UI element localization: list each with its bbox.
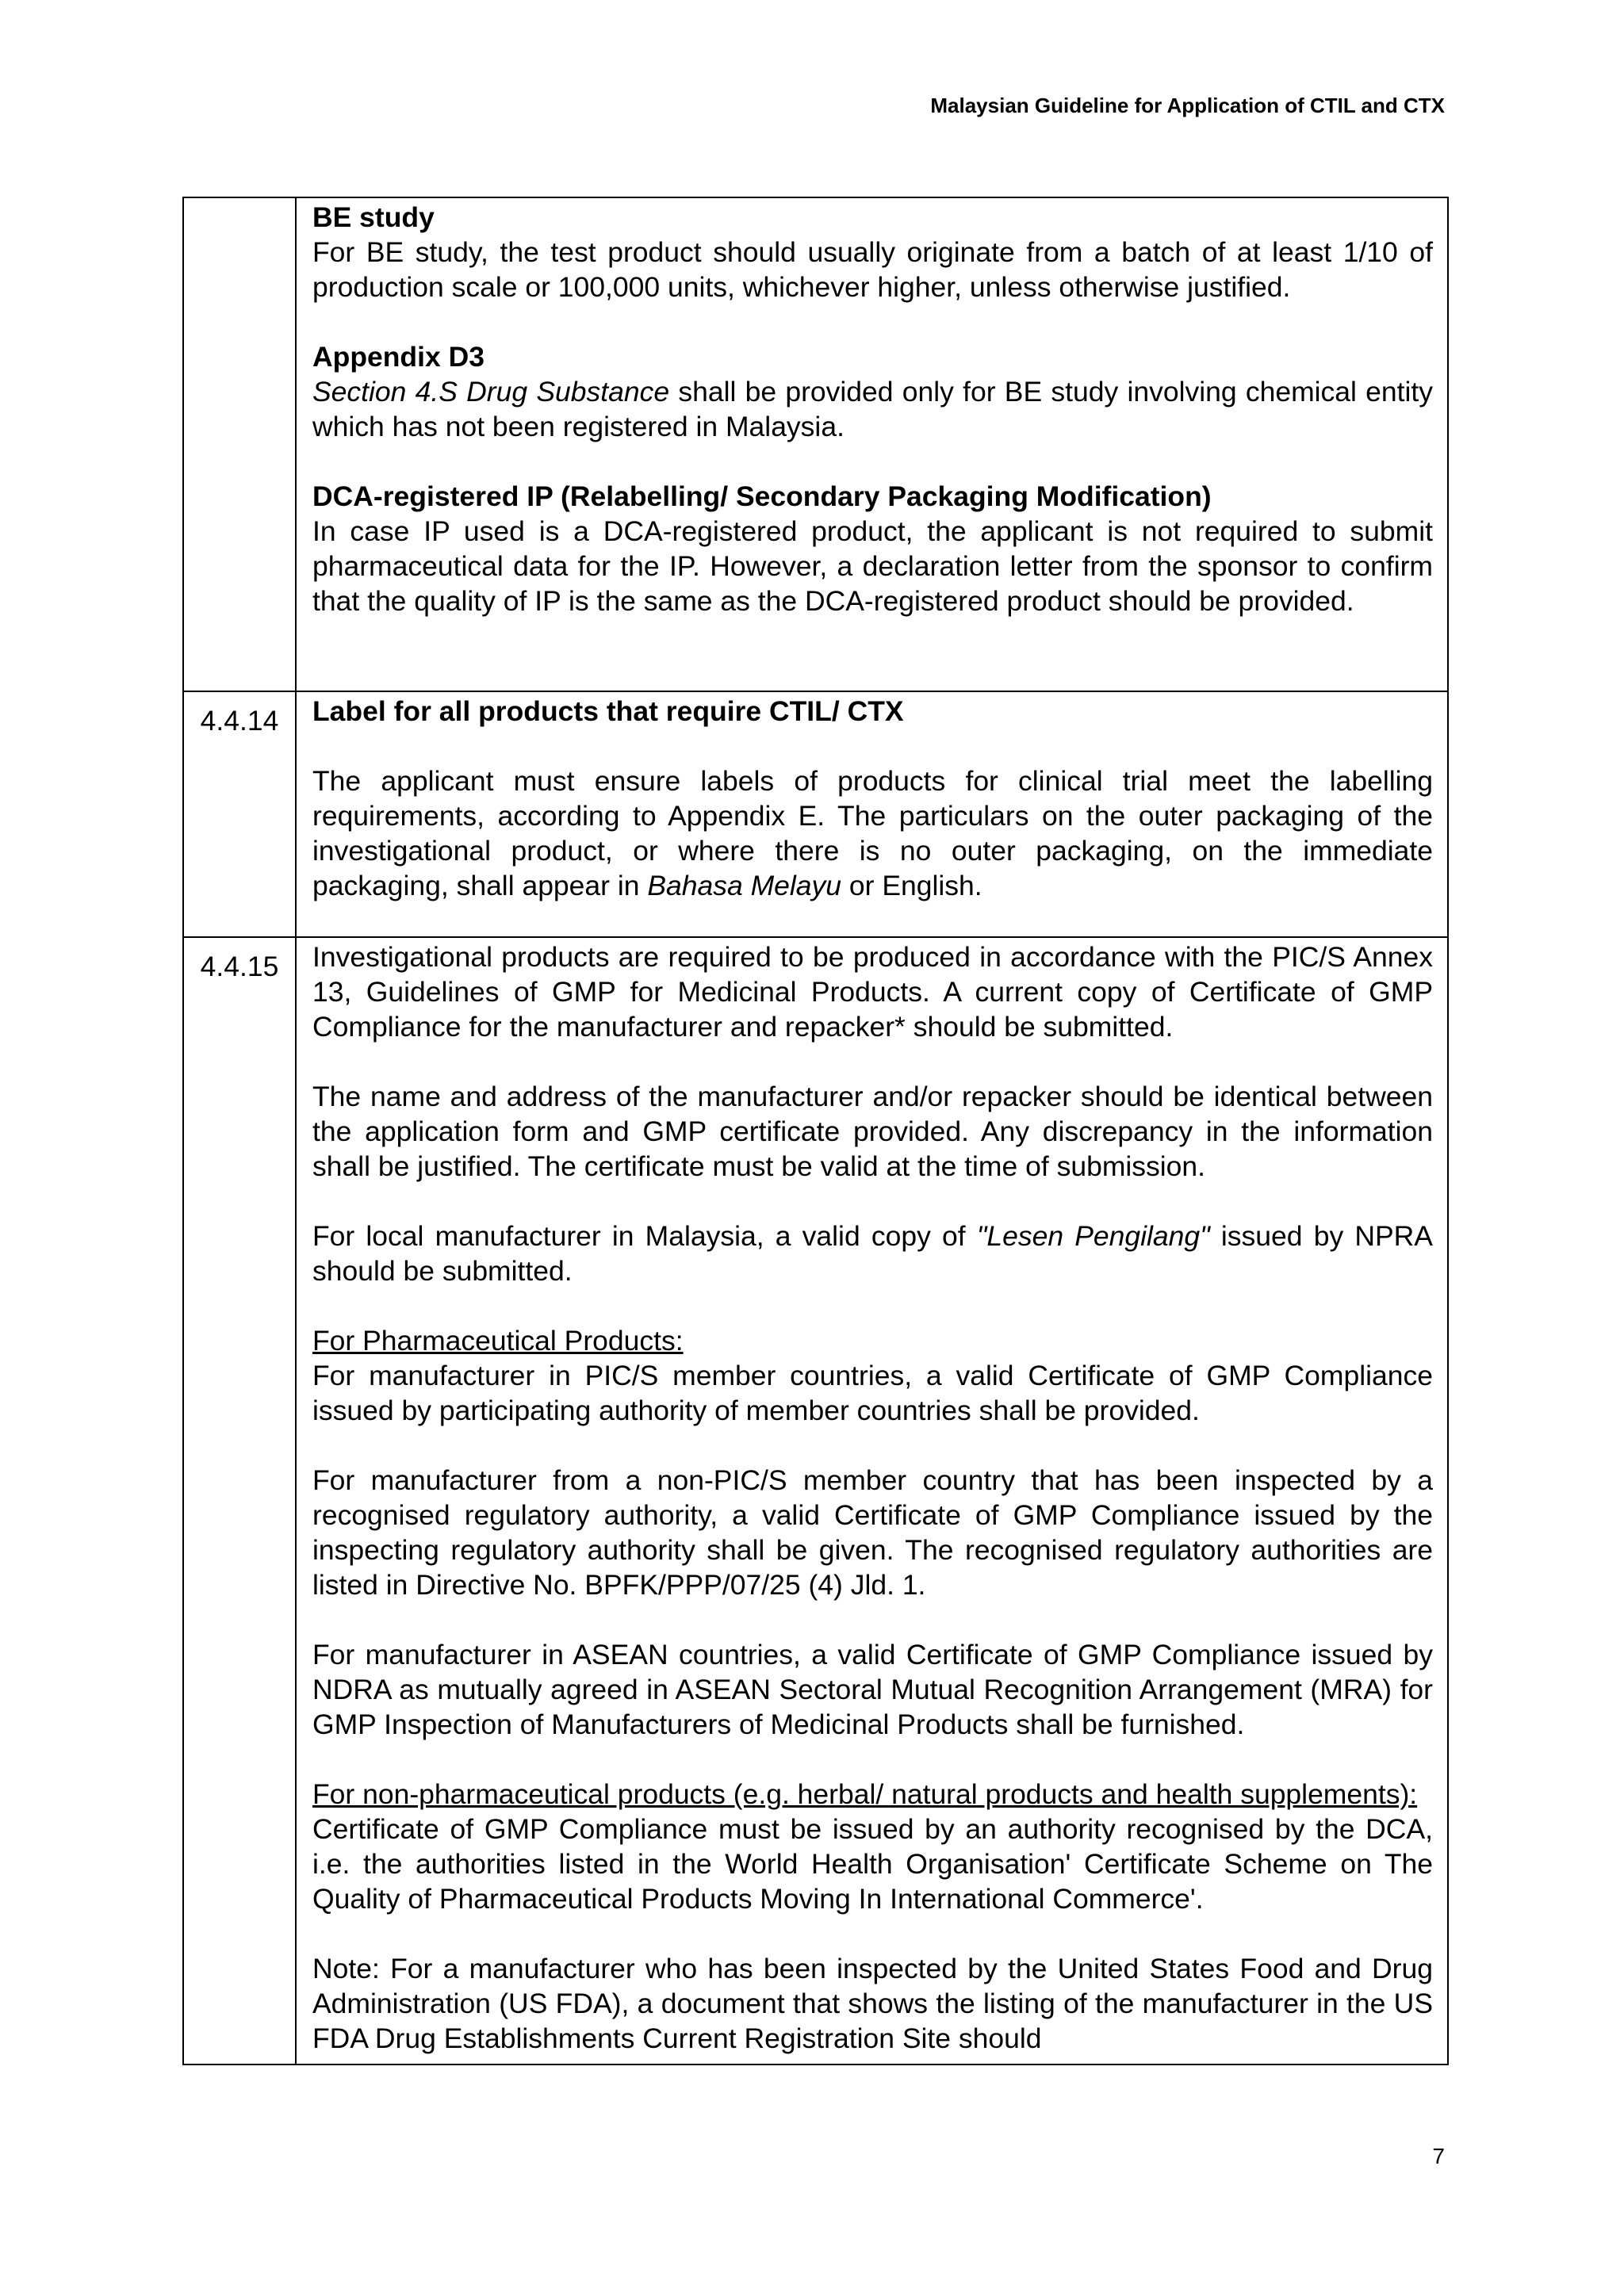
label-text-italic: Bahasa Melayu <box>647 870 842 901</box>
section-number <box>183 197 296 691</box>
gmp-paragraph-5: For manufacturer from a non-PIC/S member country that has been inspected by a recognised regulatory authority, a valid Certificate of GMP Compliance issued by the inspecting regulatory authority shall be given. The recognised regulatory authorities are listed in Directive No. BPFK/PPP/07/25 (4) Jld. 1. <box>312 1464 1433 1601</box>
label-heading: Label for all products that require CTIL/ CTX <box>312 695 904 727</box>
gmp-paragraph-4: For manufacturer in PIC/S member countries, a valid Certificate of GMP Compliance issued by participating authority of member countries shall be provided. <box>312 1360 1433 1426</box>
dca-registered-heading: DCA-registered IP (Relabelling/ Secondary Packaging Modification) <box>312 480 1212 512</box>
gmp-paragraph-3 <box>312 1219 1433 1288</box>
table-row <box>183 197 1448 691</box>
section-content <box>296 197 1448 691</box>
gmp-paragraph-3-before: For local manufacturer in Malaysia, a valid copy of <box>312 1220 977 1252</box>
gmp-paragraph-3-after: issued by NPRA should be submitted. <box>312 1220 1433 1287</box>
label-text-before: The applicant must ensure labels of products for clinical trial meet the labelling requirements, according to Appendix E. The particulars on the outer packaging of the investigational product, or where there is no outer packaging, on the immediate packaging, shall appear in <box>312 765 1433 901</box>
gmp-paragraph-2: The name and address of the manufacturer and/or repacker should be identical between the application form and GMP certificate provided. Any discrepancy in the information shall be justified. The certificate must be valid at the time of submission. <box>312 1081 1433 1182</box>
lesen-pengilang-italic: "Lesen Pengilang" <box>976 1220 1210 1252</box>
appendix-d3-heading: Appendix D3 <box>312 341 485 373</box>
appendix-d3-text <box>312 374 1433 444</box>
page-header-title: Malaysian Guideline for Application of CTIL and CTX <box>930 94 1445 117</box>
gmp-paragraph-7: Certificate of GMP Compliance must be issued by an authority recognised by the DCA, i.e. the authorities listed in the World Health Organisation' Certificate Scheme on The Quality of Pharmaceutical Products Moving In International Commerce'. <box>312 1813 1433 1915</box>
section-number: 4.4.15 <box>183 937 296 2064</box>
gmp-note-paragraph: Note: For a manufacturer who has been inspected by the United States Food and Drug Administration (US FDA), a document that shows the listing of the manufacturer in the US FDA Drug Establishments Current Registration Site should <box>312 1953 1433 2054</box>
appendix-d3-italic: Section 4.S Drug Substance <box>312 376 670 408</box>
section-content <box>296 937 1448 2064</box>
non-pharmaceutical-heading: For non-pharmaceutical products (e.g. herbal/ natural products and health supplements): <box>312 1778 1418 1810</box>
table-row <box>183 691 1448 937</box>
gmp-paragraph-6: For manufacturer in ASEAN countries, a valid Certificate of GMP Compliance issued by NDRA as mutually agreed in ASEAN Sectoral Mutual Recognition Arrangement (MRA) for GMP Inspection of Manufacturers of Medicinal Products shall be furnished. <box>312 1639 1433 1740</box>
dca-registered-text: In case IP used is a DCA-registered product, the applicant is not required to submit pharmaceutical data for the IP. However, a declaration letter from the sponsor to confirm that the quality of IP is the same as the DCA-registered product should be provided. <box>312 515 1433 617</box>
section-number: 4.4.14 <box>183 691 296 937</box>
label-text-after: or English. <box>841 870 982 901</box>
be-study-text: For BE study, the test product should usually originate from a batch of at least 1/10 of production scale or 100,000 units, whichever higher, unless otherwise justified. <box>312 236 1433 303</box>
label-text <box>312 763 1433 903</box>
table-row <box>183 937 1448 2064</box>
pharmaceutical-products-heading: For Pharmaceutical Products: <box>312 1325 684 1357</box>
gmp-paragraph-1: Investigational products are required to be produced in accordance with the PIC/S Annex 13, Guidelines of GMP for Medicinal Products. A current copy of Certificate of GMP Compliance for the manufacturer and repacker* should be submitted. <box>312 941 1433 1043</box>
guideline-table <box>182 197 1449 2065</box>
page-number: 7 <box>1432 2144 1445 2168</box>
section-content <box>296 691 1448 937</box>
be-study-heading: BE study <box>312 201 435 233</box>
appendix-d3-rest: shall be provided only for BE study involving chemical entity which has not been registered in Malaysia. <box>312 376 1433 442</box>
